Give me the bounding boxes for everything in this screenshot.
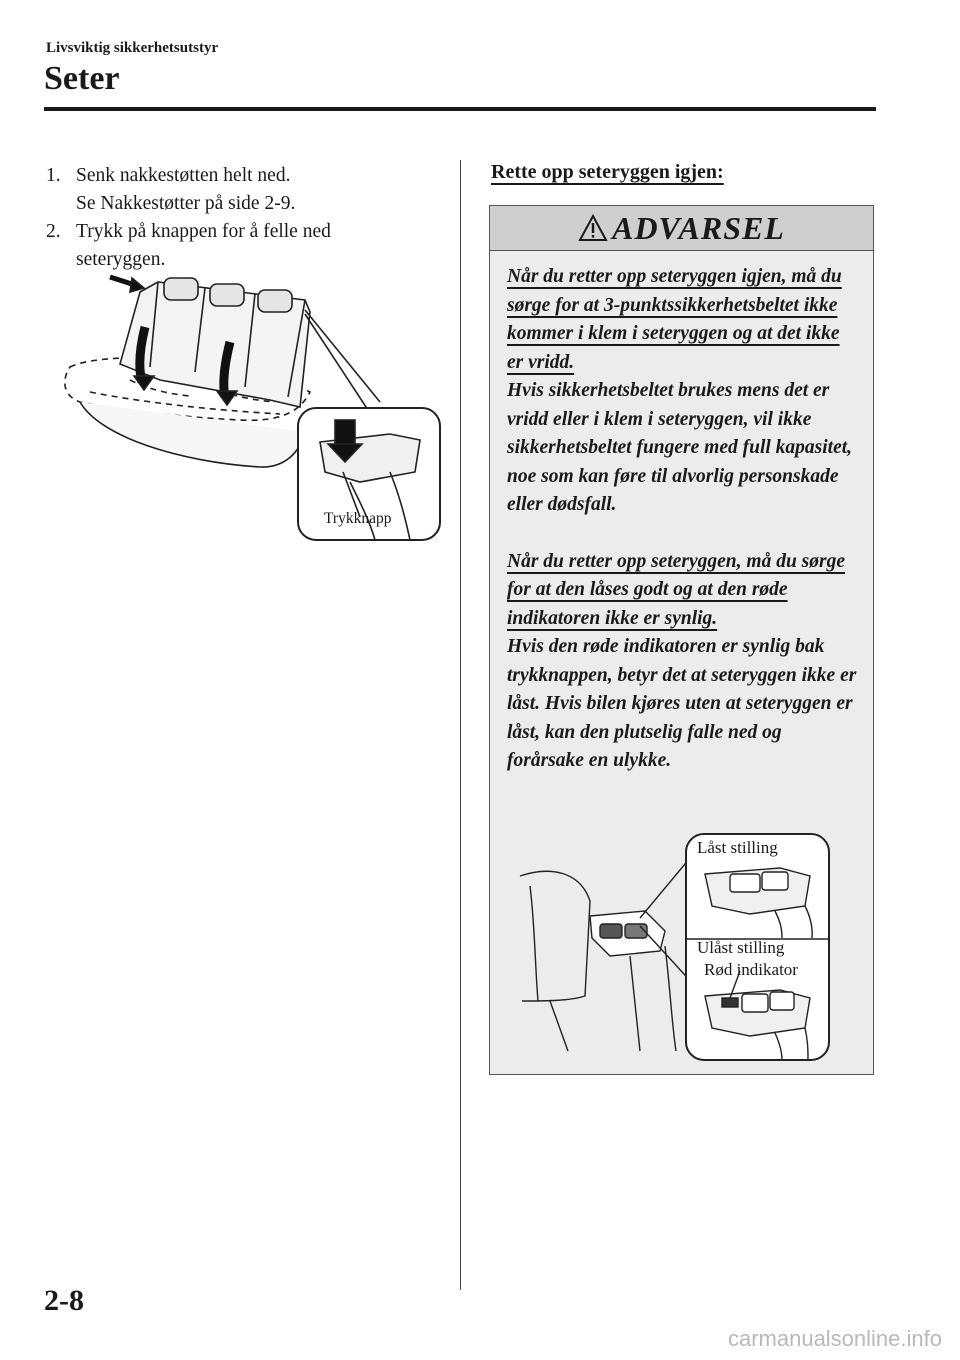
warning-text: Hvis den røde indikatoren er synlig bak trykknappen, betyr det at seteryggen ikke er låst. Hvis bilen kjøres uten at seteryggen er låst, kan den plutselig falle ned og forårsake en ulykke.: [507, 636, 857, 771]
warning-box: [489, 205, 874, 1075]
warning-paragraph-1: [507, 263, 857, 520]
page-title: Seter: [44, 60, 120, 97]
page-number: 2-8: [44, 1284, 84, 1317]
step-text: seteryggen.: [76, 249, 166, 270]
warning-body: [490, 251, 873, 776]
warning-header: [490, 206, 873, 251]
step-text: Trykk på knappen for å felle ned: [76, 221, 331, 242]
section-heading: Rette opp seteryggen igjen:: [491, 161, 724, 183]
warning-text: Hvis sikkerhetsbeltet brukes mens det er vridd eller i klem i seteryggen, vil ikke sikkerhetsbeltet fungere med full kapasitet, noe som kan føre til alvorlig personskade eller dødsfall.: [507, 380, 853, 515]
step-number: 2.: [46, 221, 61, 242]
step-text: Se Nakkestøtter på side 2-9.: [76, 193, 296, 214]
lock-indicator-illustration: [490, 826, 875, 1066]
step-text: Senk nakkestøtten helt ned.: [76, 165, 291, 186]
warning-emphasis: Når du retter opp seteryggen igjen, må du sørge for at 3-punktssikkerhetsbeltet ikke kommer i klem i seteryggen og at det ikke er vridd.: [507, 266, 842, 373]
lock-indicator-figure: [490, 826, 875, 1066]
step-1: [46, 162, 446, 218]
watermark: carmanualsonline.info: [727, 1326, 942, 1351]
header-rule: [44, 107, 876, 111]
locked-position-label: Låst stilling: [697, 838, 778, 857]
warning-paragraph-2: [507, 548, 857, 776]
warning-emphasis: Når du retter opp seteryggen, må du sørge for at den låses godt og at den røde indikatoren ikke er synlig.: [507, 550, 845, 629]
step-2: [46, 218, 446, 274]
steps-list: [46, 162, 446, 274]
rear-seat-figure: [60, 272, 445, 544]
section-kicker: Livsviktig sikkerhetsutstyr: [46, 40, 219, 56]
rear-seat-illustration: [60, 272, 445, 544]
push-button-label: Trykknapp: [324, 510, 392, 527]
warning-title: ADVARSEL: [612, 209, 785, 246]
column-divider: [460, 160, 461, 1290]
red-indicator-label: Rød indikator: [704, 960, 798, 979]
step-number: 1.: [46, 165, 61, 186]
unlocked-position-label: Ulåst stilling: [697, 938, 785, 957]
warning-triangle-icon: [578, 214, 608, 242]
